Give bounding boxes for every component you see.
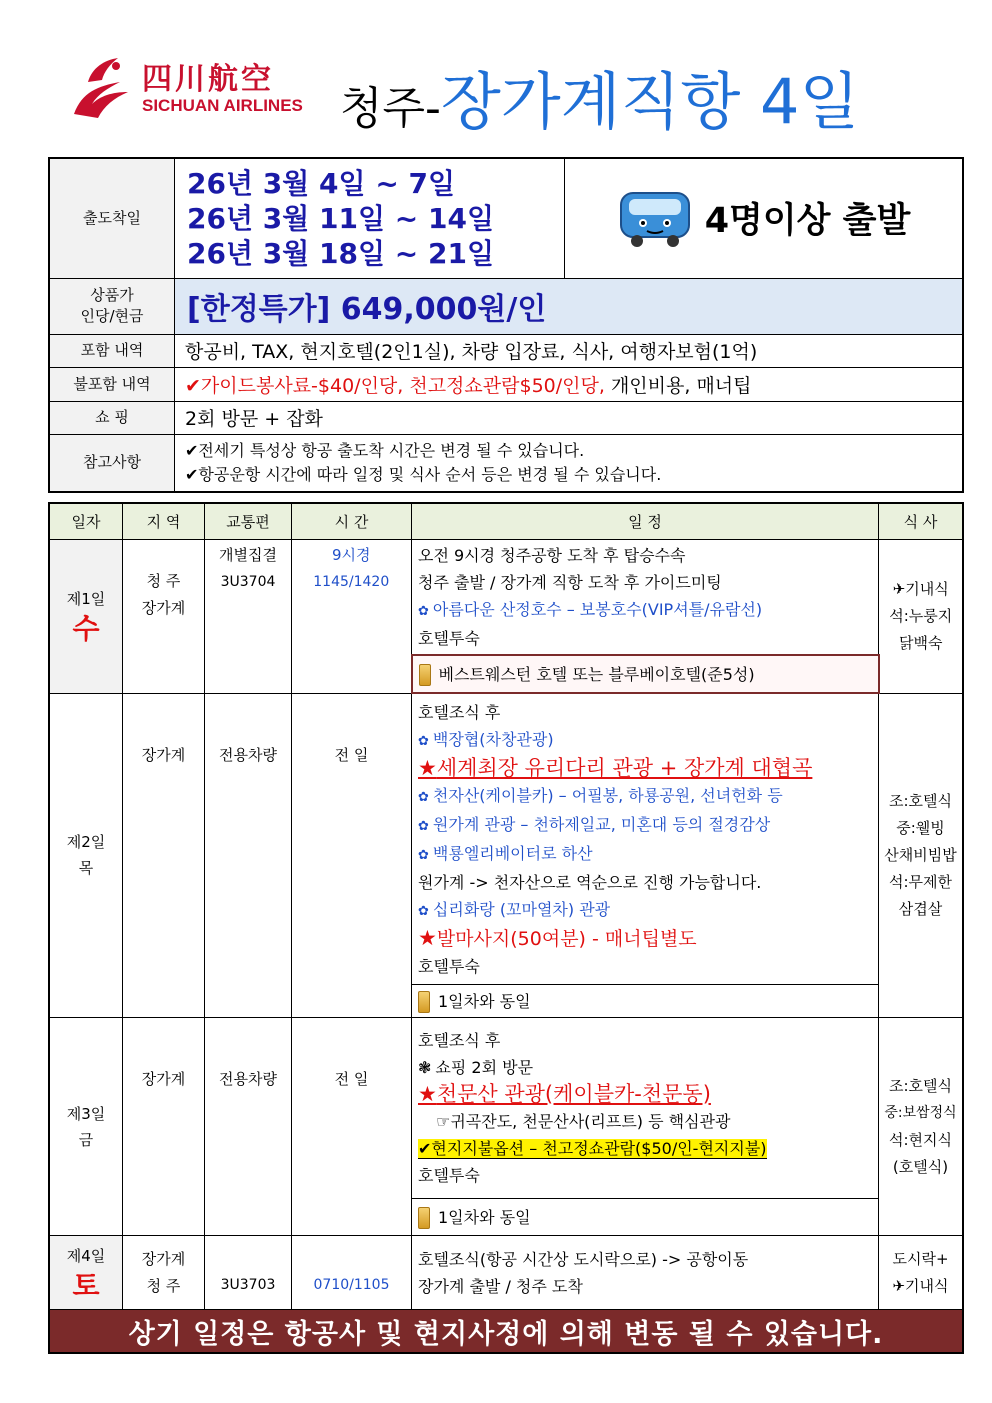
itinerary-item: 호텔조식 후 xyxy=(418,1031,501,1050)
day4-label xyxy=(49,1236,123,1310)
day3-hotel xyxy=(412,1199,879,1236)
day4-meals xyxy=(879,1236,964,1310)
flower-icon: ✿ xyxy=(418,733,429,749)
region-line: 청 주 xyxy=(146,1276,181,1295)
itinerary-highlight xyxy=(418,1081,872,1108)
min-departure-text: 4명이상 출발 xyxy=(704,201,911,242)
footer-notice: 상기 일정은 항공사 및 현지사정에 의해 변동 될 수 있습니다. xyxy=(49,1310,963,1354)
day-number: 제1일 xyxy=(66,590,106,609)
included-value: 항공비, TAX, 현지호텔(2인1실), 차량 입장료, 식사, 여행자보험(1억) xyxy=(175,334,964,367)
price-label xyxy=(49,278,175,334)
day2-label xyxy=(49,693,123,1018)
itinerary-item: 호텔투숙 xyxy=(418,1166,480,1185)
meal-line: 조:호텔식 xyxy=(888,1076,952,1095)
note-line: ✔전세기 특성상 항공 출도착 시간은 변경 될 수 있습니다. xyxy=(185,440,585,460)
title-origin: 청주- xyxy=(340,83,441,134)
day1-itinerary xyxy=(412,540,879,656)
excluded-label: 불포함 내역 xyxy=(49,367,175,401)
shopping-value: 2회 방문 + 잡화 xyxy=(175,401,964,434)
day3-meals xyxy=(879,1018,964,1236)
region-line: 장가계 xyxy=(141,1249,186,1268)
excluded-red-text: ✔가이드봉사료-$40/인당, 천고정쇼관람$50/인당, xyxy=(185,374,605,397)
day1-label xyxy=(49,540,123,694)
schedule-table xyxy=(48,502,964,1354)
price-value: [한정특가] 649,000원/인 xyxy=(175,278,964,334)
title-destination: 장가계직항 4일 xyxy=(440,65,860,138)
dates-cell xyxy=(175,158,565,278)
star-icon: ★ xyxy=(418,1082,437,1106)
hotel-icon xyxy=(419,664,431,686)
day1-region xyxy=(123,540,205,694)
day3-transport: 전용차량 xyxy=(205,1018,292,1236)
day4-region xyxy=(123,1236,205,1310)
day-number: 제4일 xyxy=(66,1246,106,1265)
itinerary-item: 청주 출발 / 장가계 직항 도착 후 가이드미팅 xyxy=(418,573,722,592)
meal-line: 석:누룽지 xyxy=(889,606,953,625)
itinerary-text: 세계최장 유리다리 관광 + 장가계 대협곡 xyxy=(436,755,813,780)
day1-time xyxy=(292,540,412,694)
day3-row xyxy=(49,1018,963,1199)
hotel-text: 베스트웨스턴 호텔 또는 블루베이호텔(준5성) xyxy=(438,664,755,684)
day1-row xyxy=(49,540,963,656)
itinerary-item xyxy=(418,811,872,840)
star-icon: ★ xyxy=(418,755,437,780)
meal-line: 닭백숙 xyxy=(899,633,943,652)
itinerary-highlight xyxy=(418,925,872,953)
time-line: 1145/1420 xyxy=(313,574,390,590)
col-header-region: 지 역 xyxy=(123,503,205,540)
flower-icon: ✿ xyxy=(418,818,429,834)
airline-bird-icon xyxy=(68,52,134,122)
min-departure-cell xyxy=(565,158,964,278)
flower-icon: ✿ xyxy=(418,604,429,619)
price-label-line: 상품가 xyxy=(90,286,134,304)
col-header-transport: 교통편 xyxy=(205,503,292,540)
itinerary-highlight xyxy=(418,755,872,782)
day4-time: 0710/1105 xyxy=(292,1236,412,1310)
transport-line: 개별집결 xyxy=(219,546,277,564)
itinerary-item: 오전 9시경 청주공항 도착 후 탑승수속 xyxy=(418,546,686,565)
date-line: 26년 3월 11일 ~ 14일 xyxy=(187,201,495,235)
meal-line: 조:호텔식 xyxy=(888,791,952,810)
meal-line: 석:현지식 xyxy=(888,1130,952,1149)
excluded-black-text: 개인비용, 매너팁 xyxy=(604,374,752,397)
date-line: 26년 3월 4일 ~ 7일 xyxy=(187,166,456,200)
day2-transport: 전용차량 xyxy=(205,693,292,1018)
flower-icon: ✿ xyxy=(418,847,429,863)
itinerary-text: 십리화랑 (꼬마열차) 관광 xyxy=(432,899,611,919)
meal-line: (호텔식) xyxy=(892,1157,949,1176)
col-header-meals: 식 사 xyxy=(879,503,964,540)
itinerary-item: 호텔조식 후 xyxy=(418,702,501,722)
region-line: 청 주 xyxy=(146,572,181,590)
logo-english-text: SICHUAN AIRLINES xyxy=(142,96,303,115)
region-line: 장가계 xyxy=(141,599,186,617)
day4-row xyxy=(49,1236,963,1310)
itinerary-item xyxy=(418,726,872,755)
meal-line: 석:무제한 xyxy=(888,872,952,891)
itinerary-text: 원가계 관광 – 천하제일교, 미혼대 등의 절경감상 xyxy=(432,814,771,834)
itinerary-text: 백장협(차창관광) xyxy=(432,729,554,749)
day-number: 제3일 xyxy=(66,1104,106,1123)
flight-number: 3U3704 xyxy=(220,574,276,590)
shopping-label: 쇼 핑 xyxy=(49,401,175,434)
itinerary-text: 아름다운 산정호수 – 보봉호수(VIP셔틀/유람선) xyxy=(432,600,763,619)
info-table xyxy=(48,157,964,493)
snowflake-icon: ❃ xyxy=(418,1058,432,1077)
day2-hotel xyxy=(412,985,879,1018)
day3-time: 전 일 xyxy=(292,1018,412,1236)
itinerary-text: 발마사지(50여분) - 매너팁별도 xyxy=(436,927,697,950)
col-header-time: 시 간 xyxy=(292,503,412,540)
page-title xyxy=(340,52,859,141)
meal-line: 중:웰빙 xyxy=(896,818,945,837)
itinerary-item xyxy=(418,1135,872,1162)
weekday: 금 xyxy=(78,1130,94,1149)
meal-line: 산채비빔밥 xyxy=(884,845,957,864)
excluded-value xyxy=(175,367,964,401)
day2-itinerary xyxy=(412,693,879,985)
itinerary-item: 호텔투숙 xyxy=(418,956,480,976)
day3-region: 장가계 xyxy=(123,1018,205,1236)
itinerary-item: ☞귀곡잔도, 천문산사(리프트) 등 핵심관광 xyxy=(436,1112,731,1131)
time-line: 9시경 xyxy=(331,546,371,564)
day4-transport: 3U3703 xyxy=(205,1236,292,1310)
day-number: 제2일 xyxy=(66,833,106,852)
hotel-icon xyxy=(418,991,430,1013)
price-label-line: 인당/현금 xyxy=(80,307,144,325)
airline-logo xyxy=(66,48,318,126)
flower-icon: ✿ xyxy=(418,789,429,805)
day1-meals xyxy=(879,540,964,694)
meal-line: 중:보쌈정식 xyxy=(884,1104,957,1121)
hotel-icon xyxy=(418,1207,430,1229)
itinerary-text: 천자산(케이블카) – 어필봉, 하룡공원, 선녀헌화 등 xyxy=(432,785,783,805)
meal-line: ✈기내식 xyxy=(892,579,949,598)
itinerary-item xyxy=(418,596,872,625)
flower-icon: ✿ xyxy=(418,903,429,919)
itinerary-item xyxy=(418,1054,872,1081)
bus-icon xyxy=(617,187,693,249)
meal-line: 삼겹살 xyxy=(898,899,943,918)
itinerary-item: 호텔투숙 xyxy=(418,629,480,648)
hotel-text: 1일차와 동일 xyxy=(438,1207,531,1227)
day2-time: 전 일 xyxy=(292,693,412,1018)
hotel-text: 1일차와 동일 xyxy=(438,991,531,1011)
itinerary-item xyxy=(418,840,872,869)
option-highlight: ✔현지지불옵션 – 천고정쇼관람($50/인-현지지불) xyxy=(418,1139,767,1158)
dates-label: 출도착일 xyxy=(49,158,175,278)
day2-meals xyxy=(879,693,964,1018)
day1-transport xyxy=(205,540,292,694)
itinerary-text: 쇼핑 2회 방문 xyxy=(435,1058,534,1077)
col-header-itinerary: 일 정 xyxy=(412,503,879,540)
logo-chinese-text: 四川航空 xyxy=(142,62,274,97)
itinerary-text: 백룡엘리베이터로 하산 xyxy=(432,843,593,863)
itinerary-item: 호텔조식(항공 시간상 도시락으로) -> 공항이동 xyxy=(418,1249,749,1269)
notes-label: 참고사항 xyxy=(49,434,175,492)
day2-row xyxy=(49,693,963,985)
col-header-day: 일자 xyxy=(49,503,123,540)
itinerary-item: 장가계 출발 / 청주 도착 xyxy=(418,1276,583,1296)
itinerary-item xyxy=(418,896,872,925)
notes-value xyxy=(175,434,964,492)
date-line: 26년 3월 18일 ~ 21일 xyxy=(187,236,495,270)
star-icon: ★ xyxy=(418,925,437,950)
itinerary-item: 원가계 -> 천자산으로 역순으로 진행 가능합니다. xyxy=(418,872,762,892)
meal-line: ✈기내식 xyxy=(892,1276,949,1295)
meal-line: 도시락+ xyxy=(892,1249,949,1268)
day1-hotel xyxy=(412,655,879,693)
weekday: 수 xyxy=(72,612,100,646)
day4-itinerary xyxy=(412,1236,879,1310)
day3-label xyxy=(49,1018,123,1236)
itinerary-item xyxy=(418,782,872,811)
day2-region: 장가계 xyxy=(123,693,205,1018)
included-label: 포함 내역 xyxy=(49,334,175,367)
weekday: 목 xyxy=(78,859,94,878)
itinerary-text: 천문산 관광(케이블카-천문동) xyxy=(436,1082,711,1106)
note-line: ✔항공운항 시간에 따라 일정 및 식사 순서 등은 변경 될 수 있습니다. xyxy=(185,464,662,484)
weekday: 토 xyxy=(72,1268,100,1302)
day3-itinerary xyxy=(412,1018,879,1199)
